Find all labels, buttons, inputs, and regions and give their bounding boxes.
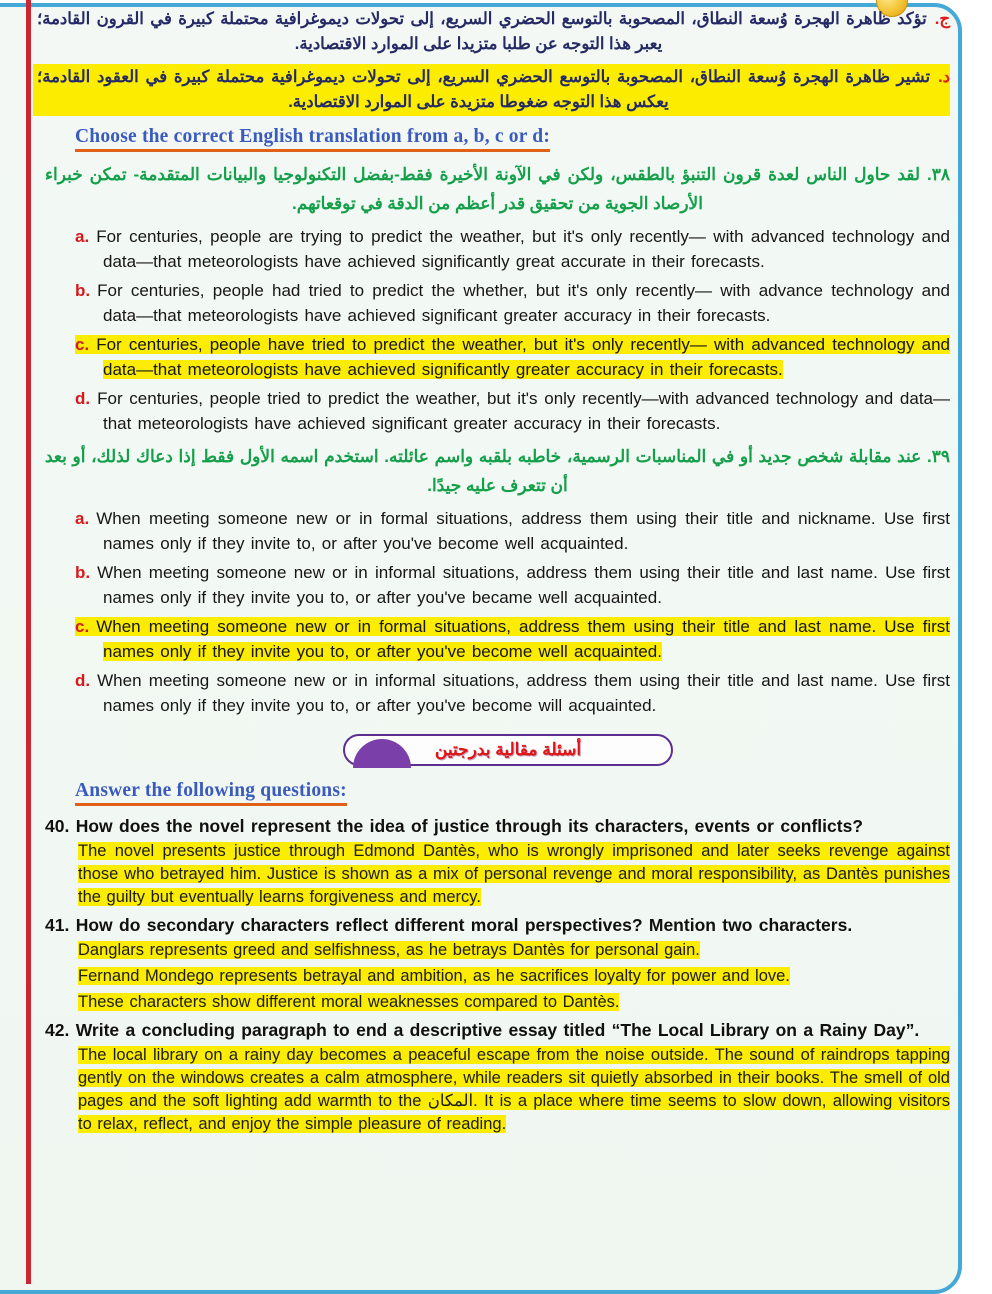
q39-option-d	[75, 668, 950, 718]
answer-text-highlighted: Fernand Mondego represents betrayal and ambition, as he sacrifices loyalty for power and love.	[78, 967, 790, 985]
answer-text-highlighted: These characters show different moral weaknesses compared to Dantès.	[78, 993, 620, 1011]
option-letter: a.	[75, 509, 90, 528]
translation-section-heading	[75, 126, 950, 152]
option-letter: b.	[75, 281, 91, 300]
heading-text: Answer the following questions:	[75, 780, 347, 806]
q38-option-b	[75, 278, 950, 328]
option-letter: c.	[75, 617, 90, 636]
question-42	[45, 1018, 950, 1042]
question-38-prompt	[45, 160, 950, 218]
question-text: Write a concluding paragraph to end a descriptive essay titled “The Local Library on a Rainy Day”.	[75, 1020, 920, 1040]
exam-page	[37, 4, 951, 1139]
answer-text-highlighted: The novel presents justice through Edmond Dantès, who is wrongly imprisoned and later seeks revenge against those who betrayed him. Justice is shown as a mix of personal revenge and moral responsibility, as Dantès punishes the guilty but eventually learns forgiveness and mercy.	[78, 842, 950, 906]
answer-text-highlighted: Danglars represents greed and selfishness, as he betrays Dantès for personal gain.	[78, 941, 700, 959]
question-number: 41.	[45, 915, 70, 935]
option-text: تؤكد ظاهرة الهجرة وُسعة النطاق، المصحوبة بالتوسع الحضري السريع، إلى تحولات ديموغرافية محتملة كبيرة في القرون القادمة؛ يعبر هذا التوجه عن طلبا متزيدا على الموارد الاقتصادية.	[37, 10, 927, 53]
question-40	[45, 814, 950, 838]
arabic-option-jeem	[33, 6, 950, 58]
left-margin-line	[26, 0, 31, 1284]
option-text: For centuries, people have tried to predict the weather, but it's only recently— with advanced technology and data—that meteorologists have achieved significantly greater accuracy in their forecasts.	[96, 335, 950, 379]
option-letter: د.	[938, 68, 950, 86]
option-text: When meeting someone new or in formal situations, address them using their title and last name. Use first names only if they invite you to, or after you've become well acquainted.	[96, 617, 950, 661]
option-letter: ج.	[934, 10, 950, 28]
question-41	[45, 913, 950, 937]
essay-badge-row	[45, 730, 950, 770]
essay-badge	[343, 734, 673, 766]
essay-badge-label: أسئلة مقالية بدرجتين	[434, 740, 582, 759]
heading-text: Choose the correct English translation from a, b, c or d:	[75, 126, 550, 152]
q39-option-b	[75, 560, 950, 610]
q39-option-c-highlighted	[75, 614, 950, 664]
question-text: How do secondary characters reflect different moral perspectives? Mention two characters.	[75, 915, 853, 935]
option-letter: d.	[75, 389, 91, 408]
option-letter: d.	[75, 671, 91, 690]
option-text: When meeting someone new or in formal situations, address them using their title and nickname. Use first names only if they invite to, or after you've become well acquainted.	[96, 509, 950, 553]
question-text: How does the novel represent the idea of justice through its characters, events or conflicts?	[75, 816, 863, 836]
option-text: For centuries, people tried to predict the weather, but it's only recently—with advanced technology and data—that meteorologists have achieved significant greater accuracy in their forecasts.	[97, 389, 950, 433]
q38-option-c-highlighted	[75, 332, 950, 382]
question-39-text: ٣٩. عند مقابلة شخص جديد أو في المناسبات الرسمية، خاطبه بلقبه واسم عائلته. استخدم اسمه الأول فقط إذا دعاك لذلك، أو بعد أن تتعرف عليه جيدًا.	[45, 447, 950, 495]
question-38-text: ٣٨. لقد حاول الناس لعدة قرون التنبؤ بالطقس، ولكن في الآونة الأخيرة فقط-بفضل التكنولوجيا والبيانات المتقدمة- تمكن خبراء الأرصاد الجوية من تحقيق قدر أعظم من الدقة في توقعاتهم.	[45, 165, 950, 213]
option-letter: b.	[75, 563, 91, 582]
question-number: 40.	[45, 816, 70, 836]
option-text: For centuries, people had tried to predict the whether, but it's only recently— with advance technology and data—that meteorologists have achieved significant greater accuracy in their forecasts.	[97, 281, 950, 325]
q38-option-d	[75, 386, 950, 436]
option-text: For centuries, people are trying to predict the weather, but it's only recently— with advanced technology and data—that meteorologists have achieved significantly great accurate in their forecasts.	[96, 227, 950, 271]
option-text: When meeting someone new or in informal situations, address them using their title and last name. Use first names only if they invite you to, or after you've become will acquainted.	[97, 671, 950, 715]
question-39-prompt	[45, 442, 950, 500]
q39-option-a	[75, 506, 950, 556]
answer-42	[45, 1044, 950, 1136]
answer-40	[45, 840, 950, 909]
answer-text-highlighted: The local library on a rainy day becomes a peaceful escape from the noise outside. The sound of raindrops tapping gently on the windows creates a calm atmosphere, while readers sit quietly absorbed in their books. The smell of old pages and the soft lighting add warmth to the المكان. It is a place where time seems to slow down, allowing visitors to relax, reflect, and enjoy the simple pleasure of reading.	[78, 1046, 951, 1133]
option-letter: c.	[75, 335, 90, 354]
question-number: 42.	[45, 1020, 70, 1040]
q38-option-a	[75, 224, 950, 274]
option-letter: a.	[75, 227, 90, 246]
answer-41-line-3	[45, 991, 950, 1014]
answer-41-line-1	[45, 939, 950, 962]
essay-section-heading	[75, 780, 950, 806]
option-text: When meeting someone new or in informal situations, address them using their title and last name. Use first names only if they invite you to, or after you've became well acquainted.	[97, 563, 950, 607]
badge-dome-icon	[353, 739, 411, 768]
option-text: تشير ظاهرة الهجرة وُسعة النطاق، المصحوبة بالتوسع الحضري السريع، إلى تحولات ديموغرافية محتملة كبيرة في العقود القادمة؛ يعكس هذا التوجه ضغوطا متزيدة على الموارد الاقتصادية.	[37, 68, 931, 111]
arabic-option-dal-highlighted	[33, 64, 950, 116]
answer-41-line-2	[45, 965, 950, 988]
